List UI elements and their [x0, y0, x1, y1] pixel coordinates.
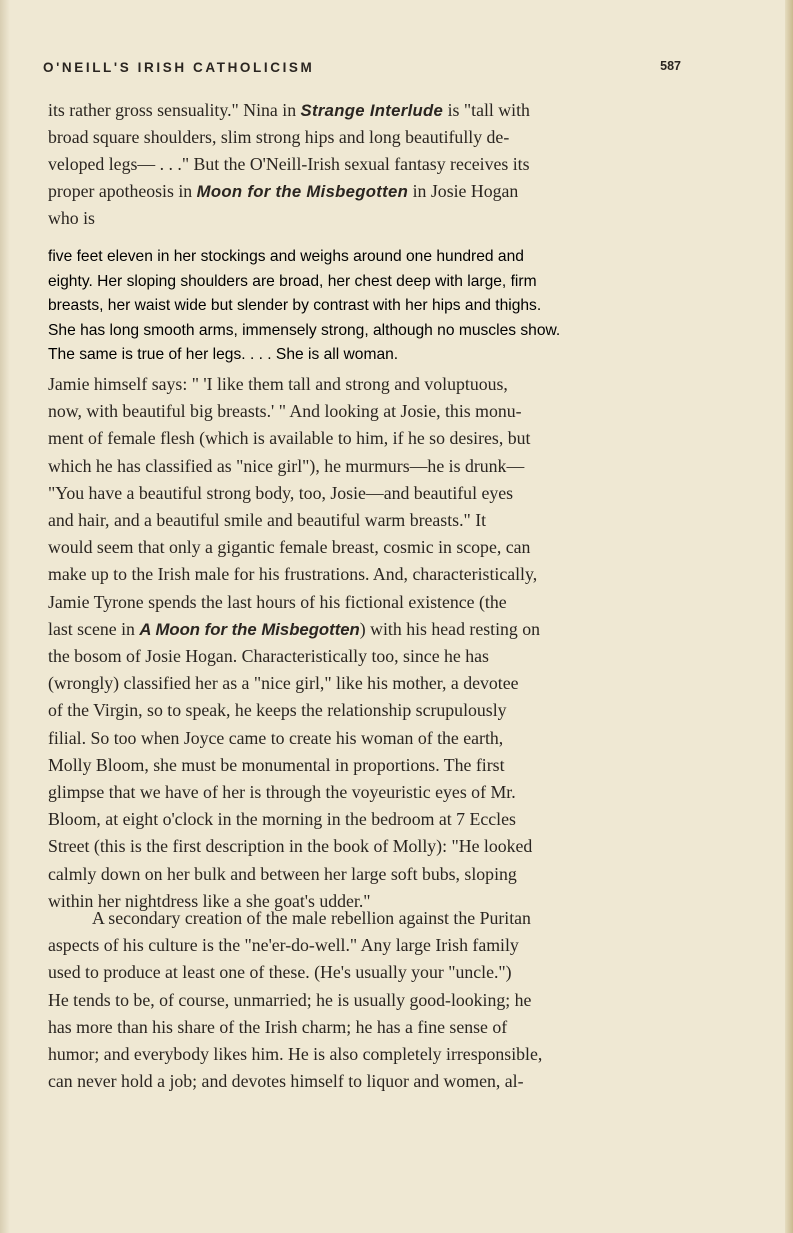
text-line — [48, 1041, 542, 1068]
text-line — [48, 616, 540, 643]
work-title: A Moon for the Misbegotten — [139, 619, 360, 639]
text-line — [48, 643, 540, 670]
text-segment: has more than his share of the Irish charm; he has a fine sense of — [48, 1016, 508, 1037]
text-segment: glimpse that we have of her is through the voyeuristic eyes of Mr. — [48, 782, 516, 803]
quote-line: She has long smooth arms, immensely strong, although no muscles show. — [48, 321, 561, 339]
work-title: Strange Interlude — [300, 101, 444, 120]
text-line — [48, 425, 540, 452]
text-segment: "You have a beautiful strong body, too, Josie—and beautiful eyes — [48, 482, 514, 503]
quote-line: The same is true of her legs. . . . She is all woman. — [48, 346, 399, 363]
text-line — [48, 905, 542, 932]
text-segment: would seem that only a gigantic female breast, cosmic in scope, can — [48, 537, 531, 558]
text-segment: its rather gross sensuality." Nina in — [48, 100, 301, 120]
page-edge-shadow — [785, 0, 793, 1233]
text-segment: Bloom, at eight o'clock in the morning in the bedroom at 7 Eccles — [48, 809, 516, 830]
text-line — [48, 205, 530, 232]
text-segment: humor; and everybody likes him. He is also completely irresponsible, — [48, 1044, 543, 1065]
text-line — [48, 178, 530, 205]
text-segment: and hair, and a beautiful smile and beautiful warm breasts." It — [48, 510, 487, 531]
text-line — [48, 561, 540, 588]
quote-line: five feet eleven in her stockings and weighs around one hundred and — [48, 248, 524, 265]
text-line — [48, 697, 540, 724]
quote-line: breasts, her waist wide but slender by contrast with her hips and thighs. — [48, 297, 542, 314]
text-segment: the bosom of Josie Hogan. Characteristically too, since he has — [48, 646, 489, 667]
text-line — [48, 589, 540, 616]
text-segment: who is — [48, 208, 95, 228]
text-line — [48, 453, 540, 480]
text-segment: proper apotheosis in — [48, 181, 197, 201]
text-segment: broad square shoulders, slim strong hips and long beautifully de- — [48, 127, 510, 147]
text-line — [48, 534, 540, 561]
text-segment: Jamie himself says: " 'I like them tall and strong and voluptuous, — [48, 374, 508, 394]
text-line — [48, 779, 540, 806]
text-line — [48, 725, 540, 752]
paragraph-1 — [48, 97, 530, 232]
work-title: Moon for the Misbegotten — [196, 182, 409, 201]
text-segment: veloped legs— . . ." But the O'Neill-Irish sexual fantasy receives its — [48, 154, 530, 174]
text-segment: Street (this is the first description in the book of Molly): "He looked — [48, 836, 533, 857]
text-line — [48, 97, 530, 124]
text-segment: Molly Bloom, she must be monumental in proportions. The first — [48, 754, 505, 775]
text-segment: now, with beautiful big breasts.' " And looking at Josie, this monu- — [48, 401, 522, 422]
text-segment: last scene in — [48, 618, 140, 639]
text-segment: ment of female flesh (which is available to him, if he so desires, but — [48, 428, 531, 449]
text-segment: in Josie Hogan — [408, 181, 519, 201]
text-line — [48, 932, 542, 959]
text-segment: aspects of his culture is the "ne'er-do-well." Any large Irish family — [48, 935, 519, 956]
text-line — [48, 670, 540, 697]
paragraph-3 — [48, 905, 542, 1095]
text-segment: is "tall with — [443, 100, 530, 120]
text-segment: which he has classified as "nice girl"), he murmurs—he is drunk— — [48, 455, 525, 476]
text-segment: of the Virgin, so to speak, he keeps the relationship scrupulously — [48, 700, 507, 721]
text-segment: A secondary creation of the male rebellion against the Puritan — [92, 908, 531, 928]
text-line — [48, 752, 540, 779]
text-line — [48, 806, 540, 833]
text-segment: calmly down on her bulk and between her large soft bubs, sloping — [48, 863, 517, 884]
text-segment: can never hold a job; and devotes himself to liquor and women, al- — [48, 1071, 524, 1092]
text-segment: ) with his head resting on — [359, 618, 541, 639]
text-line — [48, 507, 540, 534]
quote-line: eighty. Her sloping shoulders are broad, her chest deep with large, firm — [48, 272, 537, 290]
running-head: O'NEILL'S IRISH CATHOLICISM — [43, 60, 315, 75]
text-segment: within her nightdress like a she goat's udder." — [48, 890, 371, 911]
page-gutter-shadow — [0, 0, 10, 1233]
paragraph-2 — [48, 371, 540, 915]
text-segment: make up to the Irish male for his frustrations. And, characteristically, — [48, 564, 538, 585]
text-line — [48, 833, 540, 860]
block-quote — [48, 245, 560, 368]
text-line — [48, 480, 540, 507]
text-segment: He tends to be, of course, unmarried; he is usually good-looking; he — [48, 989, 532, 1010]
text-line — [48, 1068, 542, 1095]
text-line — [48, 151, 530, 178]
text-line — [48, 371, 540, 398]
text-line — [48, 398, 540, 425]
text-segment: used to produce at least one of these. (He's usually your "uncle.") — [48, 962, 512, 983]
text-segment: Jamie Tyrone spends the last hours of his fictional existence (the — [48, 591, 507, 612]
page-number: 587 — [660, 59, 681, 73]
text-line — [48, 124, 530, 151]
text-line — [48, 861, 540, 888]
text-line — [48, 959, 542, 986]
text-line — [48, 987, 542, 1014]
text-line — [48, 1014, 542, 1041]
text-segment: (wrongly) classified her as a "nice girl," like his mother, a devotee — [48, 673, 519, 694]
text-segment: filial. So too when Joyce came to create his woman of the earth, — [48, 727, 504, 748]
